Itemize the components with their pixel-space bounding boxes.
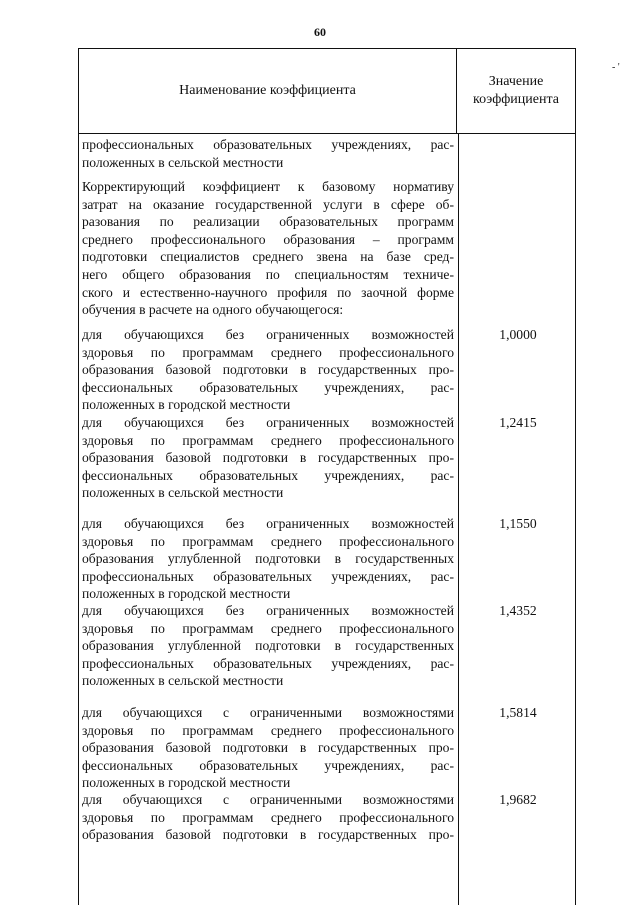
text-line: фессиональных образовательных учреждениях, рас- (82, 379, 454, 395)
text-line: для обучающихся без ограниченных возможностей (82, 603, 454, 618)
text-line: для обучающихся с ограниченными возможностями (82, 792, 454, 807)
text-line: подготовки специалистов среднего звена на базе сред- (82, 249, 454, 265)
text-line: фессиональных образовательных учреждениях, рас- (82, 467, 454, 483)
column-header-value: Значение коэффициента (473, 74, 559, 107)
text-line: разования по реализации образовательных программ (82, 214, 454, 230)
text-line: для обучающихся без ограниченных возможностей (82, 415, 454, 430)
text-line: среднего профессионального образования – программ (82, 231, 454, 247)
coefficient-row-description (82, 602, 454, 690)
text-line: положенных в городской местности (82, 586, 291, 602)
text-line: здоровья по программам среднего профессионального (82, 344, 454, 360)
coefficient-value: 1,9682 (499, 792, 537, 807)
coefficient-row-description (82, 326, 454, 414)
text-line: образования базовой подготовки в государственных про- (82, 740, 454, 756)
table-header (78, 48, 576, 134)
intro-text (82, 178, 454, 319)
text-line: затрат на оказание государственной услуги в сфере об- (82, 196, 454, 212)
text-line: здоровья по программам среднего профессионального (82, 809, 454, 825)
text-line: профессиональных образовательных учреждениях, рас- (82, 655, 454, 671)
margin-mark: - ' (612, 62, 620, 73)
text-line: Корректирующий коэффициент к базовому нормативу (82, 179, 454, 194)
text-line: образования углубленной подготовки в государственных (82, 638, 454, 654)
text-line: положенных в городской местности (82, 397, 291, 413)
page-number: 60 (314, 25, 326, 39)
text-line: ского и естественно-научного профиля по заочной форме (82, 284, 454, 300)
text-line: образования базовой подготовки в государственных про- (82, 450, 454, 466)
coefficient-value: 1,4352 (499, 603, 537, 618)
continuation-text (82, 136, 454, 171)
text-line: положенных в городской местности (82, 775, 291, 791)
text-line: здоровья по программам среднего профессионального (82, 432, 454, 448)
text-line: для обучающихся без ограниченных возможностей (82, 516, 454, 531)
text-line: профессиональных образовательных учреждениях, рас- (82, 568, 454, 584)
column-header-name: Наименование коэффициента (79, 49, 457, 133)
coefficient-row-description (82, 704, 454, 792)
coefficient-value: 1,2415 (499, 415, 537, 430)
text-line: обучения в расчете на одного обучающегося: (82, 302, 344, 318)
coefficient-value: 1,0000 (499, 327, 537, 342)
text-line: профессиональных образовательных учреждениях, рас- (82, 137, 454, 152)
text-line: здоровья по программам среднего профессионального (82, 620, 454, 636)
text-line: образования углубленной подготовки в государственных (82, 551, 454, 567)
text-line: для обучающихся без ограниченных возможностей (82, 327, 454, 342)
text-line: образования базовой подготовки в государственных про- (82, 362, 454, 378)
text-line: здоровья по программам среднего профессионального (82, 533, 454, 549)
text-line: положенных в сельской местности (82, 154, 284, 170)
coefficient-row-description (82, 414, 454, 502)
text-line: фессиональных образовательных учреждениях, рас- (82, 757, 454, 773)
text-line: здоровья по программам среднего профессионального (82, 722, 454, 738)
text-line: для обучающихся с ограниченными возможностями (82, 705, 454, 720)
text-line: него общего образования по специальностям техниче- (82, 266, 454, 282)
column-divider (458, 134, 459, 905)
coefficient-row-description (82, 791, 454, 844)
coefficient-row-description (82, 515, 454, 603)
text-line: образования базовой подготовки в государственных про- (82, 827, 454, 843)
coefficient-value: 1,1550 (499, 516, 537, 531)
coefficient-value: 1,5814 (499, 705, 537, 720)
text-line: положенных в сельской местности (82, 485, 284, 501)
text-line: положенных в сельской местности (82, 673, 284, 689)
